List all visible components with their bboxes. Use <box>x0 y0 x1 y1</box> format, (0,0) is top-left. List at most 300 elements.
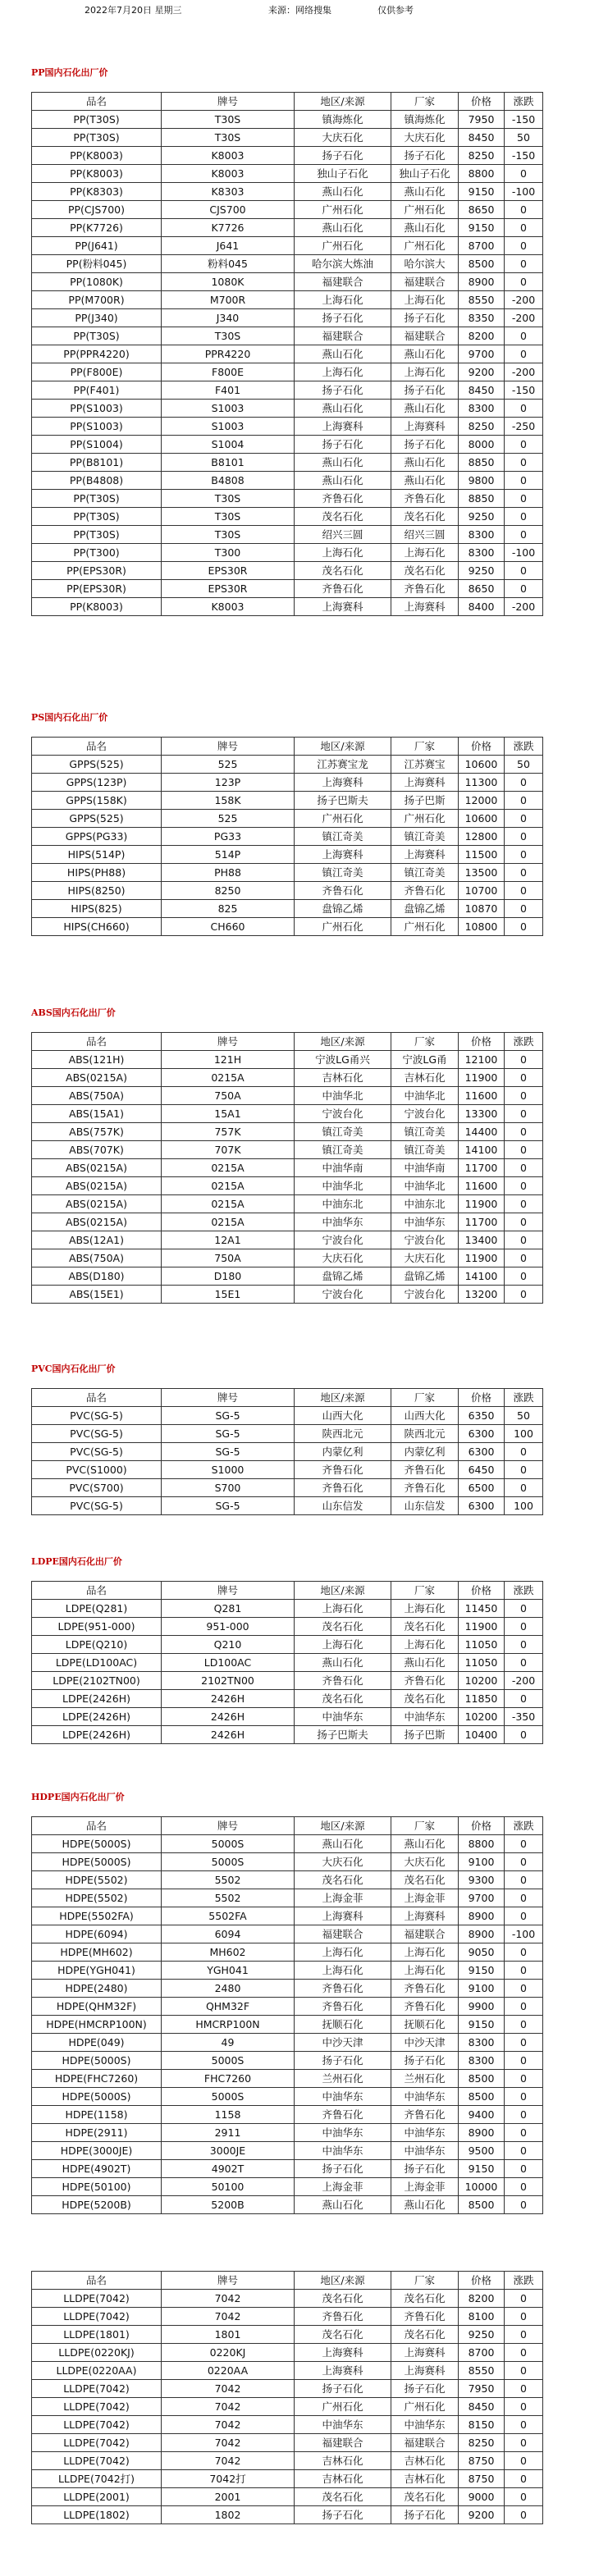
cell-product-name: HDPE(5000S) <box>32 1835 162 1853</box>
cell-region: 齐鲁石化 <box>295 1479 391 1497</box>
cell-change: 0 <box>505 1213 543 1231</box>
cell-grade: K8303 <box>162 183 295 201</box>
table-row <box>32 1690 543 1708</box>
cell-change: -200 <box>505 1672 543 1690</box>
cell-change: 50 <box>505 756 543 774</box>
table-row <box>32 1497 543 1515</box>
header-product-name: 品名 <box>32 93 162 111</box>
cell-product-name: ABS(0215A) <box>32 1159 162 1177</box>
cell-grade: B4808 <box>162 472 295 490</box>
cell-product-name: LLDPE(7042) <box>32 2290 162 2308</box>
cell-manufacturer: 上海石化 <box>391 1943 459 1962</box>
cell-product-name: PP(T300) <box>32 544 162 562</box>
cell-manufacturer: 内蒙亿利 <box>391 1443 459 1461</box>
cell-region: 盘锦乙烯 <box>295 900 391 918</box>
cell-region: 中油华东 <box>295 2142 391 2160</box>
table-row <box>32 2452 543 2470</box>
cell-price: 9500 <box>459 2142 505 2160</box>
cell-price: 8250 <box>459 147 505 165</box>
cell-price: 8200 <box>459 2290 505 2308</box>
cell-manufacturer: 燕山石化 <box>391 454 459 472</box>
table-row <box>32 1249 543 1267</box>
cell-manufacturer: 茂名石化 <box>391 2290 459 2308</box>
cell-manufacturer: 镇江奇美 <box>391 828 459 846</box>
cell-change: -100 <box>505 183 543 201</box>
cell-region: 燕山石化 <box>295 1835 391 1853</box>
cell-region: 江苏赛宝龙 <box>295 756 391 774</box>
cell-region: 吉林石化 <box>295 2452 391 2470</box>
cell-price: 8300 <box>459 2034 505 2052</box>
cell-grade: 514P <box>162 846 295 864</box>
cell-product-name: PVC(S1000) <box>32 1461 162 1479</box>
cell-product-name: LLDPE(7042) <box>32 2416 162 2434</box>
cell-price: 8550 <box>459 291 505 309</box>
cell-grade: 7042打 <box>162 2470 295 2488</box>
cell-region: 燕山石化 <box>295 1654 391 1672</box>
cell-grade: 525 <box>162 756 295 774</box>
cell-manufacturer: 中油华南 <box>391 1159 459 1177</box>
cell-price: 8000 <box>459 436 505 454</box>
cell-region: 宁波台化 <box>295 1286 391 1304</box>
cell-product-name: PP(PPR4220) <box>32 345 162 363</box>
table-header-row <box>32 1817 543 1835</box>
cell-region: 上海石化 <box>295 1943 391 1962</box>
cell-price: 9800 <box>459 472 505 490</box>
cell-grade: EPS30R <box>162 562 295 580</box>
cell-product-name: PP(B4808) <box>32 472 162 490</box>
cell-grade: 0215A <box>162 1159 295 1177</box>
cell-manufacturer: 山西大化 <box>391 1407 459 1425</box>
cell-grade: T30S <box>162 508 295 526</box>
table-header-row <box>32 1582 543 1600</box>
cell-region: 上海石化 <box>295 544 391 562</box>
header-change: 涨跌 <box>505 93 543 111</box>
cell-region: 广州石化 <box>295 918 391 936</box>
cell-region: 上海赛科 <box>295 1907 391 1925</box>
cell-grade: S1000 <box>162 1461 295 1479</box>
table-row <box>32 219 543 237</box>
cell-grade: 15A1 <box>162 1105 295 1123</box>
cell-change: -100 <box>505 544 543 562</box>
cell-change: 0 <box>505 237 543 255</box>
cell-grade: 12A1 <box>162 1231 295 1249</box>
cell-product-name: HDPE(MH602) <box>32 1943 162 1962</box>
section-title: ABS国内石化出厂价 <box>31 1007 116 1018</box>
cell-manufacturer: 大庆石化 <box>391 129 459 147</box>
cell-region: 中油华北 <box>295 1177 391 1195</box>
cell-region: 燕山石化 <box>295 183 391 201</box>
table-row <box>32 2416 543 2434</box>
cell-price: 9150 <box>459 183 505 201</box>
cell-price: 9250 <box>459 562 505 580</box>
price-table <box>31 737 543 936</box>
cell-change: 0 <box>505 1654 543 1672</box>
cell-region: 中油华南 <box>295 1159 391 1177</box>
cell-change: 0 <box>505 864 543 882</box>
cell-product-name: ABS(0215A) <box>32 1177 162 1195</box>
cell-manufacturer: 齐鲁石化 <box>391 490 459 508</box>
table-row <box>32 147 543 165</box>
cell-manufacturer: 福建联合 <box>391 2434 459 2452</box>
header-price: 价格 <box>459 1033 505 1051</box>
table-row <box>32 1925 543 1943</box>
header-grade: 牌号 <box>162 2272 295 2290</box>
cell-grade: 1802 <box>162 2506 295 2524</box>
cell-product-name: HDPE(5502) <box>32 1871 162 1889</box>
cell-change: 0 <box>505 1600 543 1618</box>
cell-price: 11900 <box>459 1195 505 1213</box>
cell-price: 11850 <box>459 1690 505 1708</box>
cell-grade: 49 <box>162 2034 295 2052</box>
cell-product-name: PP(J340) <box>32 309 162 327</box>
cell-grade: CJS700 <box>162 201 295 219</box>
cell-manufacturer: 中油华东 <box>391 2142 459 2160</box>
table-row <box>32 1835 543 1853</box>
cell-region: 广州石化 <box>295 810 391 828</box>
cell-manufacturer: 镇江奇美 <box>391 1141 459 1159</box>
header-change: 涨跌 <box>505 2272 543 2290</box>
cell-product-name: PVC(SG-5) <box>32 1425 162 1443</box>
table-row <box>32 2106 543 2124</box>
cell-product-name: PP(T30S) <box>32 327 162 345</box>
table-row <box>32 129 543 147</box>
cell-region: 燕山石化 <box>295 454 391 472</box>
cell-manufacturer: 燕山石化 <box>391 345 459 363</box>
header-price: 价格 <box>459 2272 505 2290</box>
cell-grade: 6094 <box>162 1925 295 1943</box>
cell-manufacturer: 上海赛科 <box>391 846 459 864</box>
cell-grade: 123P <box>162 774 295 792</box>
cell-product-name: PP(EPS30R) <box>32 562 162 580</box>
cell-price: 8250 <box>459 418 505 436</box>
cell-region: 扬子石化 <box>295 147 391 165</box>
table-row <box>32 1726 543 1744</box>
cell-grade: 5000S <box>162 2052 295 2070</box>
cell-region: 上海赛科 <box>295 598 391 616</box>
cell-product-name: PP(S1004) <box>32 436 162 454</box>
table-row <box>32 1105 543 1123</box>
cell-change: 0 <box>505 2196 543 2214</box>
cell-change: 0 <box>505 2088 543 2106</box>
header-product-name: 品名 <box>32 1033 162 1051</box>
table-row <box>32 363 543 381</box>
cell-price: 9000 <box>459 2488 505 2506</box>
cell-grade: 7042 <box>162 2434 295 2452</box>
price-table <box>31 2271 543 2524</box>
cell-grade: F800E <box>162 363 295 381</box>
cell-change: 0 <box>505 219 543 237</box>
cell-manufacturer: 齐鲁石化 <box>391 1998 459 2016</box>
cell-product-name: PP(K7726) <box>32 219 162 237</box>
cell-change: 0 <box>505 2344 543 2362</box>
table-row <box>32 1962 543 1980</box>
cell-region: 独山子石化 <box>295 165 391 183</box>
cell-price: 11300 <box>459 774 505 792</box>
cell-region: 上海石化 <box>295 363 391 381</box>
table-row <box>32 345 543 363</box>
header-grade: 牌号 <box>162 1033 295 1051</box>
table-row <box>32 327 543 345</box>
cell-manufacturer: 中油华东 <box>391 2124 459 2142</box>
cell-change: 0 <box>505 2488 543 2506</box>
cell-product-name: HDPE(4902T) <box>32 2160 162 2178</box>
table-row <box>32 1213 543 1231</box>
cell-manufacturer: 上海金菲 <box>391 2178 459 2196</box>
price-table <box>31 1581 543 1744</box>
cell-grade: T30S <box>162 490 295 508</box>
cell-price: 8500 <box>459 2196 505 2214</box>
cell-product-name: HDPE(5000S) <box>32 1853 162 1871</box>
cell-product-name: GPPS(525) <box>32 810 162 828</box>
cell-manufacturer: 中油华东 <box>391 2088 459 2106</box>
cell-manufacturer: 广州石化 <box>391 810 459 828</box>
cell-change: 0 <box>505 1286 543 1304</box>
cell-price: 9200 <box>459 363 505 381</box>
table-row <box>32 1141 543 1159</box>
table-row <box>32 1407 543 1425</box>
cell-region: 镇江奇美 <box>295 864 391 882</box>
table-row <box>32 1708 543 1726</box>
cell-price: 9050 <box>459 1943 505 1962</box>
cell-product-name: LLDPE(7042) <box>32 2398 162 2416</box>
cell-price: 8700 <box>459 237 505 255</box>
header-manufacturer: 厂家 <box>391 2272 459 2290</box>
cell-product-name: ABS(750A) <box>32 1249 162 1267</box>
cell-price: 8450 <box>459 381 505 400</box>
cell-product-name: PP(J641) <box>32 237 162 255</box>
cell-change: 0 <box>505 2308 543 2326</box>
cell-region: 齐鲁石化 <box>295 882 391 900</box>
cell-region: 茂名石化 <box>295 1690 391 1708</box>
cell-price: 9100 <box>459 1980 505 1998</box>
header-price: 价格 <box>459 1582 505 1600</box>
section-title: PS国内石化出厂价 <box>31 712 108 723</box>
cell-region: 广州石化 <box>295 237 391 255</box>
cell-region: 镇江奇美 <box>295 1141 391 1159</box>
cell-grade: 2426H <box>162 1726 295 1744</box>
cell-manufacturer: 大庆石化 <box>391 1853 459 1871</box>
cell-product-name: LDPE(Q210) <box>32 1636 162 1654</box>
table-row <box>32 381 543 400</box>
cell-manufacturer: 中油华东 <box>391 1213 459 1231</box>
cell-grade: T300 <box>162 544 295 562</box>
cell-region: 广州石化 <box>295 201 391 219</box>
cell-change: 0 <box>505 1443 543 1461</box>
cell-manufacturer: 茂名石化 <box>391 562 459 580</box>
header-manufacturer: 厂家 <box>391 1389 459 1407</box>
cell-change: 0 <box>505 792 543 810</box>
table-row <box>32 846 543 864</box>
cell-price: 8800 <box>459 165 505 183</box>
table-row <box>32 2124 543 2142</box>
cell-grade: J340 <box>162 309 295 327</box>
cell-region: 山西大化 <box>295 1407 391 1425</box>
cell-change: 0 <box>505 1267 543 1286</box>
cell-region: 中油华东 <box>295 2088 391 2106</box>
header-price: 价格 <box>459 738 505 756</box>
cell-price: 11900 <box>459 1618 505 1636</box>
cell-change: 0 <box>505 1123 543 1141</box>
cell-price: 14100 <box>459 1267 505 1286</box>
cell-product-name: PP(T30S) <box>32 129 162 147</box>
cell-manufacturer: 茂名石化 <box>391 2488 459 2506</box>
cell-region: 茂名石化 <box>295 508 391 526</box>
cell-price: 6300 <box>459 1425 505 1443</box>
cell-region: 齐鲁石化 <box>295 1461 391 1479</box>
header-grade: 牌号 <box>162 93 295 111</box>
table-row <box>32 1231 543 1249</box>
cell-region: 中油华东 <box>295 2416 391 2434</box>
cell-grade: S700 <box>162 1479 295 1497</box>
cell-price: 8800 <box>459 1835 505 1853</box>
cell-grade: F401 <box>162 381 295 400</box>
cell-region: 茂名石化 <box>295 1618 391 1636</box>
table-row <box>32 900 543 918</box>
cell-manufacturer: 山东信发 <box>391 1497 459 1515</box>
cell-change: 0 <box>505 1105 543 1123</box>
header-grade: 牌号 <box>162 1582 295 1600</box>
cell-product-name: HDPE(5502FA) <box>32 1907 162 1925</box>
table-row <box>32 400 543 418</box>
cell-price: 12000 <box>459 792 505 810</box>
cell-grade: 2102TN00 <box>162 1672 295 1690</box>
cell-change: 0 <box>505 2160 543 2178</box>
table-row <box>32 598 543 616</box>
cell-grade: K8003 <box>162 165 295 183</box>
cell-price: 8650 <box>459 580 505 598</box>
cell-manufacturer: 镇海炼化 <box>391 111 459 129</box>
cell-price: 8900 <box>459 273 505 291</box>
cell-manufacturer: 独山子石化 <box>391 165 459 183</box>
table-row <box>32 1069 543 1087</box>
cell-grade: 5502FA <box>162 1907 295 1925</box>
cell-product-name: LDPE(951-000) <box>32 1618 162 1636</box>
cell-change: -200 <box>505 598 543 616</box>
cell-grade: PH88 <box>162 864 295 882</box>
cell-product-name: LLDPE(7042打) <box>32 2470 162 2488</box>
cell-grade: 0215A <box>162 1213 295 1231</box>
cell-price: 8500 <box>459 2070 505 2088</box>
table-row <box>32 1195 543 1213</box>
cell-price: 8300 <box>459 400 505 418</box>
table-row <box>32 2326 543 2344</box>
cell-region: 茂名石化 <box>295 1871 391 1889</box>
cell-region: 上海金菲 <box>295 2178 391 2196</box>
cell-change: 0 <box>505 1618 543 1636</box>
cell-manufacturer: 中油东北 <box>391 1195 459 1213</box>
cell-price: 8500 <box>459 2088 505 2106</box>
cell-grade: 0215A <box>162 1069 295 1087</box>
price-table <box>31 1032 543 1304</box>
cell-product-name: ABS(757K) <box>32 1123 162 1141</box>
cell-change: 0 <box>505 2178 543 2196</box>
cell-grade: 7042 <box>162 2398 295 2416</box>
cell-price: 9150 <box>459 2016 505 2034</box>
cell-change: 0 <box>505 2362 543 2380</box>
cell-manufacturer: 燕山石化 <box>391 2196 459 2214</box>
cell-price: 10800 <box>459 918 505 936</box>
cell-price: 8750 <box>459 2470 505 2488</box>
cell-product-name: LLDPE(7042) <box>32 2434 162 2452</box>
cell-grade: 951-000 <box>162 1618 295 1636</box>
header-product-name: 品名 <box>32 2272 162 2290</box>
cell-price: 8900 <box>459 1907 505 1925</box>
cell-region: 抚顺石化 <box>295 2016 391 2034</box>
cell-change: 0 <box>505 828 543 846</box>
cell-grade: K8003 <box>162 598 295 616</box>
table-row <box>32 165 543 183</box>
cell-region: 燕山石化 <box>295 400 391 418</box>
section-title: PVC国内石化出厂价 <box>31 1363 116 1374</box>
cell-price: 8700 <box>459 2344 505 2362</box>
cell-change: -350 <box>505 1708 543 1726</box>
cell-manufacturer: 齐鲁石化 <box>391 1980 459 1998</box>
cell-manufacturer: 上海石化 <box>391 291 459 309</box>
table-row <box>32 2052 543 2070</box>
cell-manufacturer: 上海赛科 <box>391 1907 459 1925</box>
header-manufacturer: 厂家 <box>391 1033 459 1051</box>
cell-change: 0 <box>505 1962 543 1980</box>
cell-price: 11700 <box>459 1159 505 1177</box>
table-row <box>32 237 543 255</box>
cell-region: 齐鲁石化 <box>295 2308 391 2326</box>
cell-change: 0 <box>505 2106 543 2124</box>
cell-region: 宁波LG甬兴 <box>295 1051 391 1069</box>
cell-product-name: PP(T30S) <box>32 111 162 129</box>
table-row <box>32 436 543 454</box>
cell-region: 上海石化 <box>295 1962 391 1980</box>
table-row <box>32 2290 543 2308</box>
table-row <box>32 1654 543 1672</box>
cell-manufacturer: 上海石化 <box>391 1962 459 1980</box>
cell-price: 9700 <box>459 1889 505 1907</box>
cell-manufacturer: 广州石化 <box>391 918 459 936</box>
cell-price: 11500 <box>459 846 505 864</box>
cell-change: 0 <box>505 1177 543 1195</box>
table-header-row <box>32 1389 543 1407</box>
section-title: HDPE国内石化出厂价 <box>31 1792 125 1802</box>
cell-product-name: ABS(121H) <box>32 1051 162 1069</box>
cell-region: 茂名石化 <box>295 562 391 580</box>
cell-region: 扬子石化 <box>295 2506 391 2524</box>
cell-region: 茂名石化 <box>295 2290 391 2308</box>
table-row <box>32 1479 543 1497</box>
cell-price: 11700 <box>459 1213 505 1231</box>
cell-product-name: PP(F401) <box>32 381 162 400</box>
cell-grade: LD100AC <box>162 1654 295 1672</box>
cell-manufacturer: 扬子石化 <box>391 309 459 327</box>
cell-grade: 7042 <box>162 2452 295 2470</box>
cell-change: 0 <box>505 2470 543 2488</box>
cell-price: 10400 <box>459 1726 505 1744</box>
cell-region: 镇江奇美 <box>295 828 391 846</box>
table-row <box>32 2016 543 2034</box>
cell-manufacturer: 扬子石化 <box>391 2160 459 2178</box>
cell-change: -200 <box>505 309 543 327</box>
page-header <box>0 3 608 20</box>
cell-manufacturer: 上海石化 <box>391 1636 459 1654</box>
cell-change: 0 <box>505 774 543 792</box>
cell-price: 11050 <box>459 1636 505 1654</box>
table-row <box>32 2470 543 2488</box>
cell-manufacturer: 福建联合 <box>391 327 459 345</box>
table-row <box>32 2362 543 2380</box>
table-row <box>32 255 543 273</box>
table-row <box>32 1600 543 1618</box>
table-row <box>32 810 543 828</box>
cell-change: -150 <box>505 381 543 400</box>
price-table <box>31 92 543 616</box>
